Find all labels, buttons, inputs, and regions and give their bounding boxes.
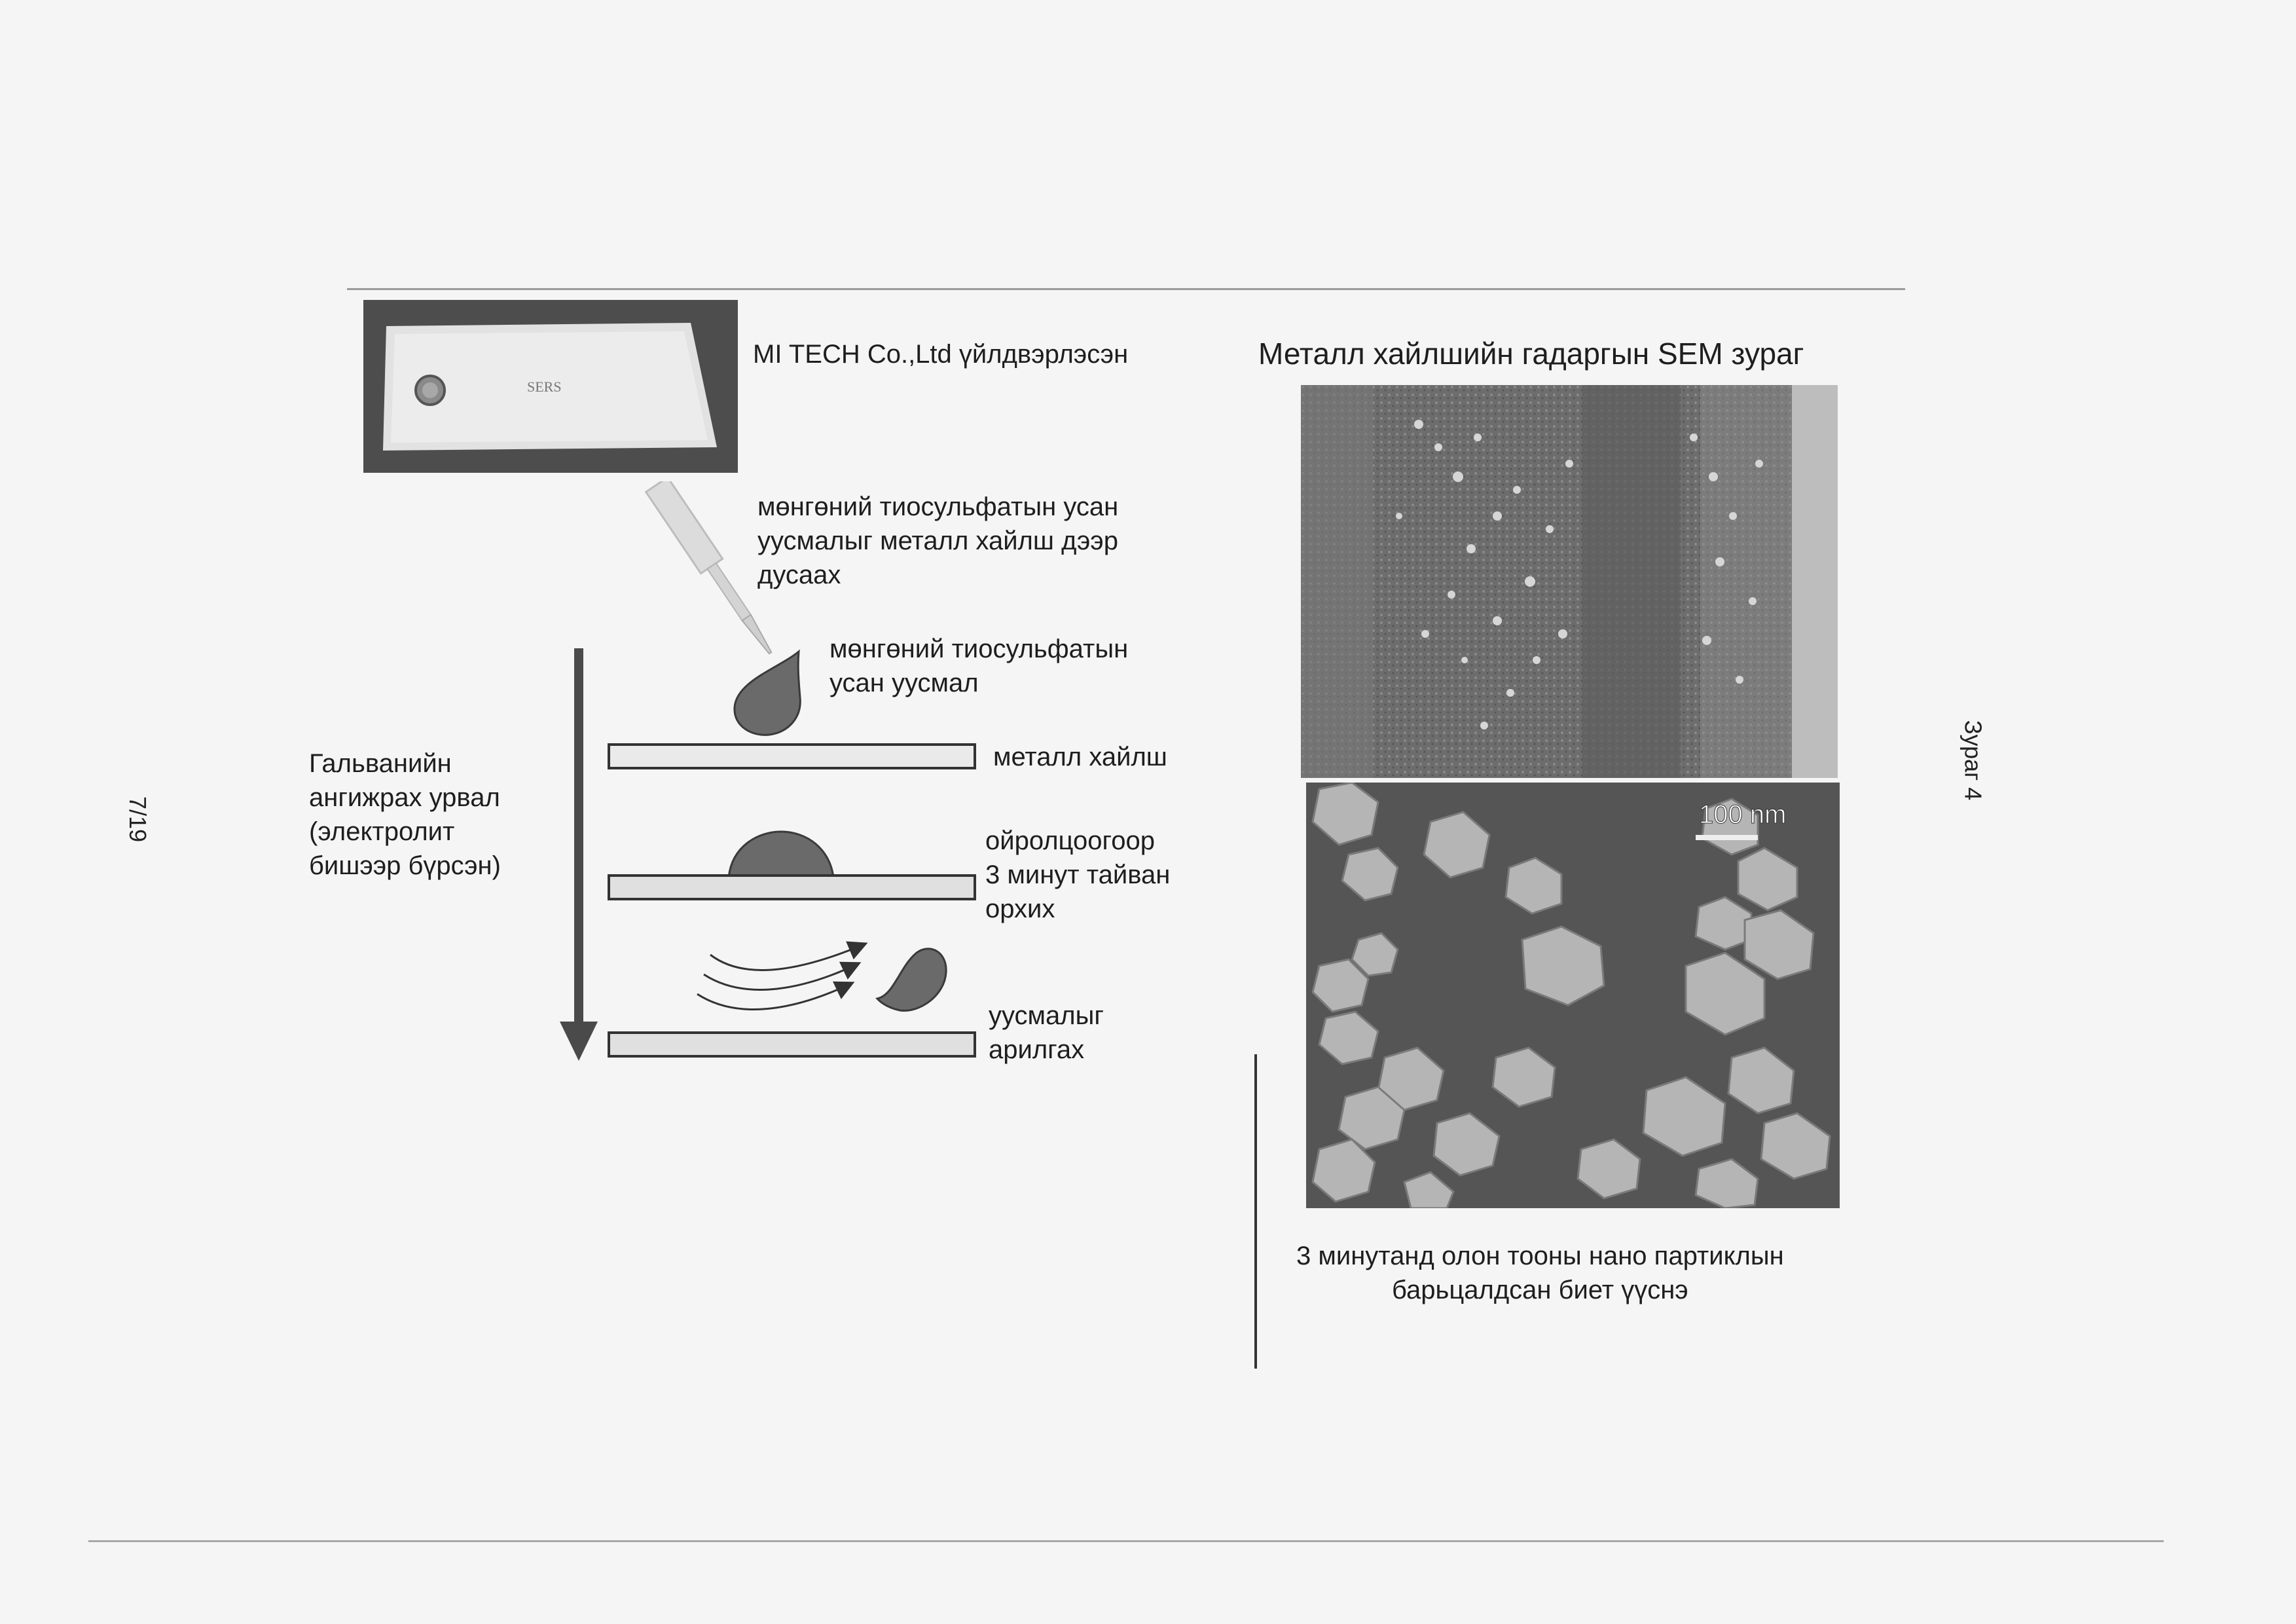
- substrate-3: [608, 1031, 976, 1058]
- sem-image-low-mag: [1301, 385, 1838, 778]
- wait-label: ойролцоогоор 3 минут тайван орхих: [985, 826, 1171, 923]
- sem-image-high-mag: [1306, 783, 1840, 1208]
- substrate-2: [608, 874, 976, 900]
- top-rule: [347, 288, 1905, 290]
- scale-bar-label: 100 nm: [1699, 800, 1787, 829]
- remove-label: уусмалыг арилгах: [989, 1001, 1104, 1064]
- page-number: 7/19: [124, 796, 152, 843]
- sers-chip-photo: [363, 300, 738, 473]
- bottom-rule: [88, 1540, 2164, 1542]
- falling-drop: [727, 648, 812, 740]
- product-caption: MI TECH Co.,Ltd үйлдвэрлэсэн: [753, 340, 1129, 369]
- process-arrow: [556, 648, 602, 1067]
- resting-drop: [725, 826, 837, 879]
- sers-chip-text: SERS: [527, 378, 562, 395]
- drop-label: мөнгөний тиосульфатын усан уусмал: [829, 635, 1129, 697]
- sem-caption: 3 минутанд олон тооны нано партиклын барьцалдсан биет үүснэ: [1296, 1242, 1784, 1304]
- substrate-label: металл хайлш: [993, 743, 1167, 771]
- substrate-1: [608, 743, 976, 769]
- caption-bracket: [1254, 1054, 1257, 1369]
- sem-title: Металл хайлшийн гадаргын SEM зураг: [1258, 337, 1804, 371]
- drop-instruction: мөнгөний тиосульфатын усан уусмалыг металл хайлш дээр дусаах: [757, 492, 1119, 589]
- airflow-arrows: [687, 930, 884, 1028]
- flying-drop: [874, 940, 953, 1018]
- figure-label: Зураг 4: [1959, 720, 1987, 801]
- process-label: Гальванийн ангижрах урвал (электролит бишээр бүрсэн): [309, 749, 501, 880]
